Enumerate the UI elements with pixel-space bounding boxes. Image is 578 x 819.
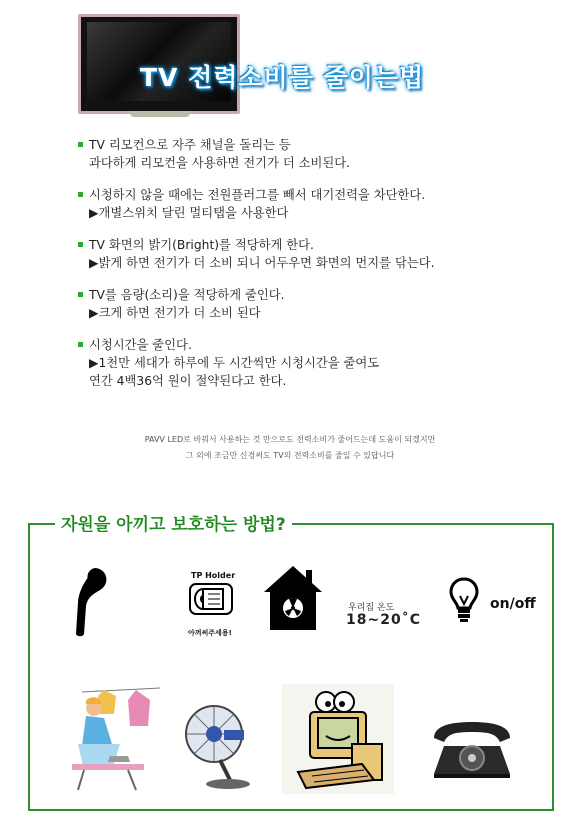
list-item: 시청시간을 줄인다. ▶1천만 세대가 하루에 두 시간씩만 시청시간을 줄여도 연간 4백36억 원이 절약된다고 한다. [78, 336, 558, 390]
tips-list [78, 136, 558, 404]
rotary-phone-icon [430, 720, 514, 780]
list-item: TV 리모컨으로 자주 채널을 돌리는 등 과다하게 리모컨을 사용하면 전기가 더 소비된다. [78, 136, 558, 172]
temperature-label: 우리집 온도 [348, 603, 395, 613]
resources-title: 자원을 아끼고 보호하는 방법? [55, 510, 292, 535]
list-item: TV 화면의 밝기(Bright)를 적당하게 한다. ▶밝게 하면 전기가 더 소비 되니 어두우면 화면의 먼지를 닦는다. [78, 236, 558, 272]
switch-label: on/off [490, 596, 536, 612]
tp-holder-caption: 아껴써주세용! [188, 629, 232, 637]
tv-stand [130, 111, 190, 117]
bullet-icon [78, 192, 83, 197]
tp-holder-label: TP Holder [191, 571, 236, 580]
toilet-paper-icon [188, 582, 234, 616]
list-item: TV를 음량(소리)을 적당하게 줄인다. ▶크게 하면 전기가 더 소비 된다 [78, 286, 558, 322]
computer-character-icon [282, 684, 394, 794]
bullet-icon [78, 142, 83, 147]
page-title: TV 전력소비를 줄이는법 [140, 63, 425, 92]
light-bulb-icon [448, 576, 480, 624]
hair-dryer-icon [66, 566, 112, 638]
note-line-2: 그 외에 조금만 신경써도 TV의 전력소비를 줄일 수 있답니다 [185, 451, 395, 460]
temperature-range: 18~20˚C [346, 612, 421, 628]
house-fan-icon [262, 564, 324, 632]
bullet-icon [78, 242, 83, 247]
bullet-icon [78, 292, 83, 297]
ironing-woman-icon [64, 686, 164, 792]
list-item: 시청하지 않을 때에는 전원플러그를 빼서 대기전력을 차단한다. ▶개별스위치 달린 멀티탭을 사용한다 [78, 186, 558, 222]
note-line-1: PAVV LED로 바꿔서 사용하는 것 만으로도 전력소비가 줄어드는데 도움이 되겠지만 [144, 435, 436, 444]
electric-fan-icon [180, 700, 256, 790]
bullet-icon [78, 342, 83, 347]
